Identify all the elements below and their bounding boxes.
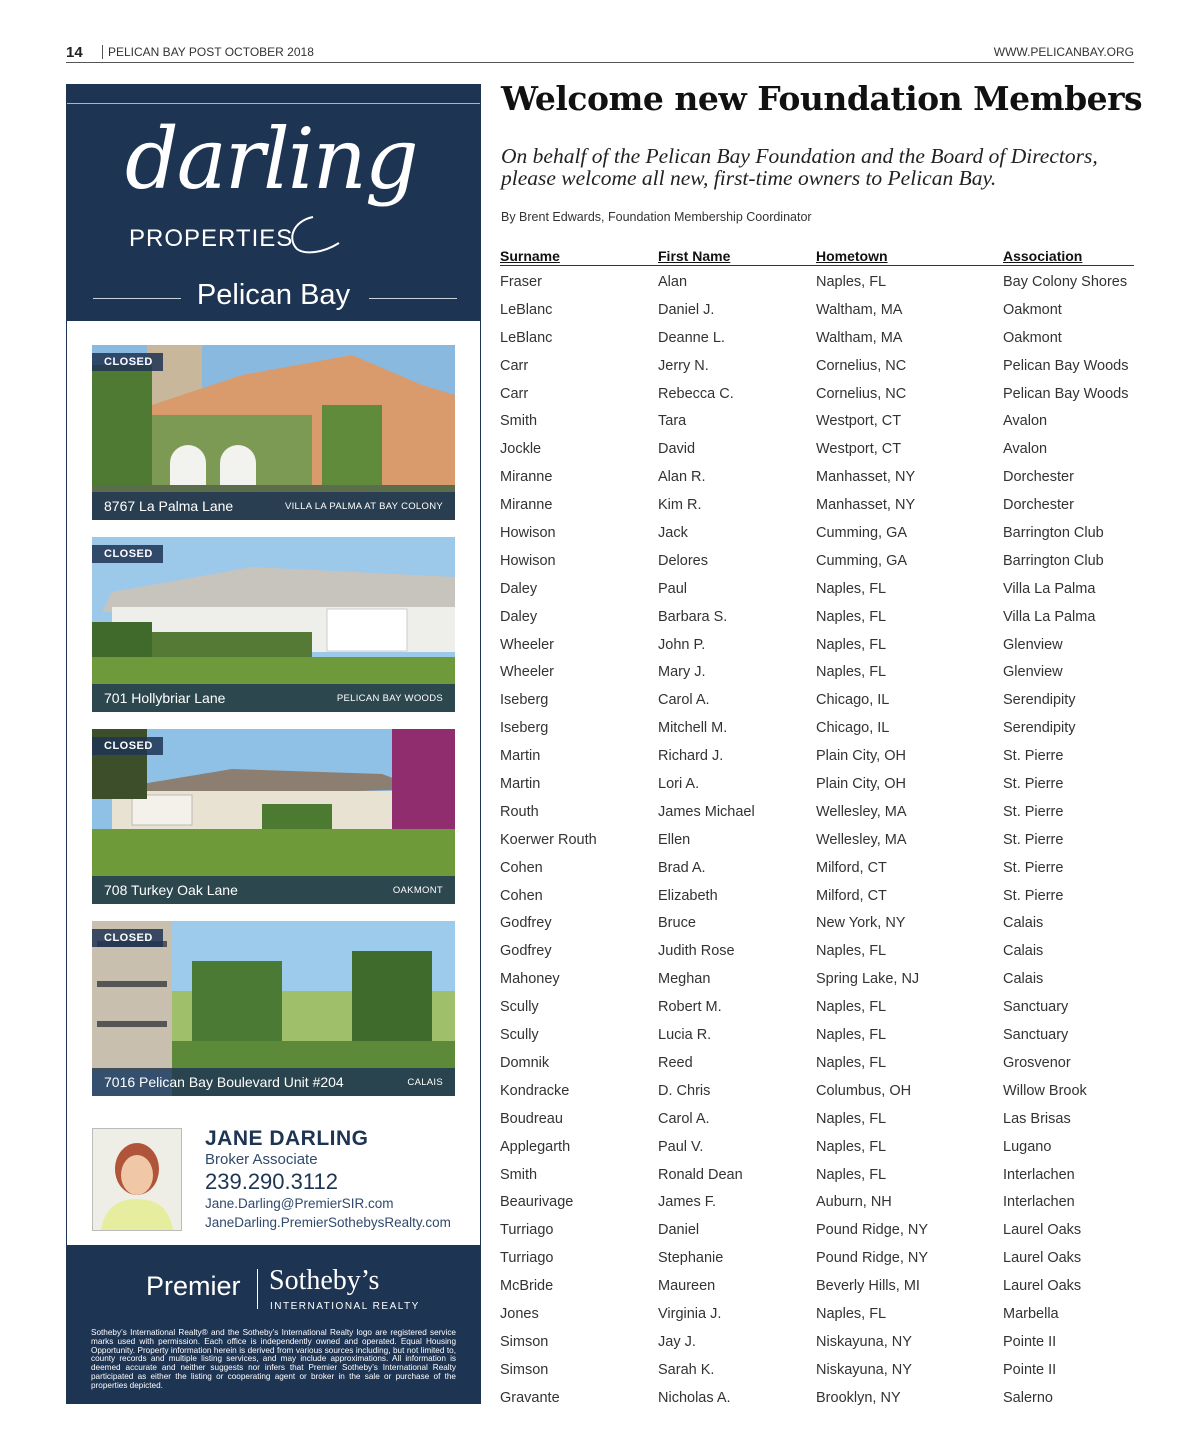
listing-community: VILLA LA PALMA AT BAY COLONY (284, 501, 443, 512)
first-name-cell: Judith Rose (658, 943, 735, 960)
surname-cell: LeBlanc (500, 301, 553, 318)
agent-title: Broker Associate (205, 1151, 318, 1168)
first-name-cell: Elizabeth (658, 887, 718, 904)
first-name-cell: David (658, 441, 696, 458)
association-cell: Pointe II (1003, 1361, 1057, 1378)
first-name-cell: Rebecca C. (658, 385, 734, 402)
first-name-cell: Nicholas A. (658, 1389, 731, 1406)
publication-line: PELICAN BAY POST OCTOBER 2018 (102, 45, 314, 59)
hometown-cell: Chicago, IL (816, 692, 890, 709)
agent-email-link[interactable]: Jane.Darling@PremierSIR.com (205, 1196, 394, 1211)
listing-card[interactable] (92, 345, 455, 520)
table-row (500, 461, 1134, 489)
listing-caption (92, 876, 455, 904)
hometown-cell: Wellesley, MA (816, 803, 907, 820)
association-cell: St. Pierre (1003, 831, 1064, 848)
first-name-cell: James Michael (658, 803, 755, 820)
first-name-cell: Sarah K. (658, 1361, 715, 1378)
table-row (500, 852, 1134, 880)
association-cell: Oakmont (1003, 301, 1062, 318)
first-name-cell: Jack (658, 525, 688, 542)
surname-cell: Smith (500, 413, 538, 430)
table-row (500, 656, 1134, 684)
table-row (500, 489, 1134, 517)
first-name-cell: Robert M. (658, 999, 722, 1016)
surname-cell: Simson (500, 1361, 549, 1378)
column-header-association: Association (1003, 248, 1083, 264)
surname-cell: Boudreau (500, 1110, 563, 1127)
association-cell: Marbella (1003, 1305, 1059, 1322)
association-cell: Pelican Bay Woods (1003, 385, 1129, 402)
association-cell: Bay Colony Shores (1003, 274, 1128, 290)
surname-cell: Godfrey (500, 915, 552, 932)
surname-cell: Koerwer Routh (500, 831, 597, 848)
hometown-cell: Milford, CT (816, 859, 887, 876)
table-row (500, 1354, 1134, 1382)
listing-card[interactable] (92, 729, 455, 904)
table-row (500, 1298, 1134, 1326)
hometown-cell: Naples, FL (816, 1138, 887, 1155)
surname-cell: Godfrey (500, 943, 552, 960)
table-row (500, 1131, 1134, 1159)
association-cell: Barrington Club (1003, 525, 1104, 542)
surname-cell: Beaurivage (500, 1194, 574, 1211)
logo-flourish-icon (283, 213, 343, 257)
hometown-cell: Waltham, MA (816, 301, 903, 318)
table-row (500, 1075, 1134, 1103)
area-rule-right (369, 298, 457, 299)
hometown-cell: Cumming, GA (816, 552, 908, 569)
association-cell: Villa La Palma (1003, 608, 1096, 625)
hometown-cell: Chicago, IL (816, 720, 890, 737)
association-cell: St. Pierre (1003, 776, 1064, 793)
association-cell: Oakmont (1003, 329, 1062, 346)
association-cell: Grosvenor (1003, 1054, 1071, 1071)
brand-intl-realty: INTERNATIONAL REALTY (270, 1301, 420, 1312)
hometown-cell: Pound Ridge, NY (816, 1250, 929, 1267)
association-cell: Calais (1003, 943, 1044, 960)
realtor-advertisement (66, 84, 481, 1404)
table-row (500, 712, 1134, 740)
table-row (500, 740, 1134, 768)
first-name-cell: Alan R. (658, 469, 706, 486)
first-name-cell: Bruce (658, 915, 696, 932)
hometown-cell: Wellesley, MA (816, 831, 907, 848)
surname-cell: Fraser (500, 274, 542, 290)
column-header-hometown: Hometown (816, 248, 888, 264)
hometown-cell: Naples, FL (816, 1110, 887, 1127)
hometown-cell: Westport, CT (816, 413, 902, 430)
listing-address: 708 Turkey Oak Lane (104, 882, 238, 898)
association-cell: Villa La Palma (1003, 580, 1096, 597)
surname-cell: Cohen (500, 887, 543, 904)
agent-portrait (92, 1128, 182, 1231)
first-name-cell: James F. (658, 1194, 717, 1211)
surname-cell: Iseberg (500, 720, 549, 737)
first-name-cell: Daniel (658, 1222, 700, 1239)
first-name-cell: Stephanie (658, 1250, 724, 1267)
table-row (500, 991, 1134, 1019)
table-row (500, 1103, 1134, 1131)
legal-disclaimer: Sotheby’s International Realty® and the Sotheby’s International Realty logo are registered service marks used with permission. Each office is independently owned and operated. Equal Housing Opportunity. Property information herein is derived from various sources including, but not limited to, county records and multiple listing services, and may include approximations. All information is deemed accurate and neither suggests nor infers that Premier Sotheby’s International Realty participated as either the listing or cooperating agent or broker in the sale or purchase of the properties depicted. (91, 1328, 456, 1390)
hometown-cell: Waltham, MA (816, 329, 903, 346)
association-cell: Calais (1003, 915, 1044, 932)
association-cell: Laurel Oaks (1003, 1222, 1082, 1239)
association-cell: Sanctuary (1003, 1027, 1069, 1044)
hometown-cell: Plain City, OH (816, 748, 906, 765)
association-cell: St. Pierre (1003, 748, 1064, 765)
article-byline: By Brent Edwards, Foundation Membership Coordinator (501, 210, 812, 224)
first-name-cell: Reed (658, 1054, 693, 1071)
association-cell: Laurel Oaks (1003, 1278, 1082, 1295)
association-cell: Interlachen (1003, 1166, 1075, 1183)
surname-cell: Carr (500, 357, 529, 374)
table-row (500, 405, 1134, 433)
brand-sothebys-logo: Sotheby’s (269, 1265, 380, 1296)
first-name-cell: Daniel J. (658, 301, 715, 318)
first-name-cell: Kim R. (658, 497, 702, 514)
surname-cell: Scully (500, 1027, 539, 1044)
first-name-cell: Ellen (658, 831, 691, 848)
association-cell: St. Pierre (1003, 859, 1064, 876)
closed-badge: CLOSED (92, 545, 163, 563)
area-name: Pelican Bay (196, 279, 351, 311)
surname-cell: Wheeler (500, 664, 554, 681)
hometown-cell: Cornelius, NC (816, 357, 907, 374)
listing-caption (92, 1068, 455, 1096)
association-cell: Sanctuary (1003, 999, 1069, 1016)
table-row (500, 322, 1134, 350)
surname-cell: Gravante (500, 1389, 560, 1406)
table-row (500, 1186, 1134, 1214)
first-name-cell: Lucia R. (658, 1027, 712, 1044)
first-name-cell: Barbara S. (658, 608, 728, 625)
listing-address: 8767 La Palma Lane (104, 498, 234, 514)
hometown-cell: Columbus, OH (816, 1082, 912, 1099)
hometown-cell: Naples, FL (816, 608, 887, 625)
table-row (500, 601, 1134, 629)
hometown-cell: Pound Ridge, NY (816, 1222, 929, 1239)
agent-website-link[interactable]: JaneDarling.PremierSothebysRealty.com (205, 1215, 451, 1230)
article-title: Welcome new Foundation Members (501, 79, 1143, 118)
table-row (500, 294, 1134, 322)
surname-cell: Martin (500, 748, 541, 765)
first-name-cell: Tara (658, 413, 687, 430)
listing-community: PELICAN BAY WOODS (336, 693, 443, 704)
page-header (66, 44, 1134, 63)
brokerage-footer (67, 1245, 480, 1403)
brand-divider (257, 1269, 258, 1309)
table-row (500, 629, 1134, 657)
table-row (500, 517, 1134, 545)
surname-cell: Smith (500, 1166, 538, 1183)
table-body (500, 266, 1134, 1410)
website-link[interactable]: WWW.PELICANBAY.ORG (993, 45, 1134, 59)
table-row (500, 266, 1134, 294)
hometown-cell: Naples, FL (816, 1305, 887, 1322)
association-cell: Lugano (1003, 1138, 1052, 1155)
first-name-cell: Carol A. (658, 1110, 710, 1127)
hometown-cell: Auburn, NH (816, 1194, 892, 1211)
table-row (500, 1159, 1134, 1187)
listing-address: 7016 Pelican Bay Boulevard Unit #204 (104, 1074, 344, 1090)
agent-name: JANE DARLING (205, 1127, 369, 1150)
hometown-cell: Naples, FL (816, 999, 887, 1016)
association-cell: Las Brisas (1003, 1110, 1071, 1127)
table-row (500, 573, 1134, 601)
surname-cell: Daley (500, 580, 538, 597)
closed-badge: CLOSED (92, 929, 163, 947)
table-row (500, 1270, 1134, 1298)
surname-cell: Howison (500, 552, 556, 569)
surname-cell: Simson (500, 1333, 549, 1350)
hometown-cell: Naples, FL (816, 274, 887, 290)
association-cell: Dorchester (1003, 469, 1074, 486)
surname-cell: Routh (500, 803, 539, 820)
hometown-cell: Cumming, GA (816, 525, 908, 542)
hometown-cell: Spring Lake, NJ (816, 971, 920, 988)
listing-card[interactable] (92, 537, 455, 712)
table-row (500, 907, 1134, 935)
first-name-cell: Paul (658, 580, 688, 597)
first-name-cell: Maureen (658, 1278, 716, 1295)
table-row (500, 1382, 1134, 1410)
hometown-cell: Manhasset, NY (816, 469, 916, 486)
listing-caption (92, 684, 455, 712)
hometown-cell: Niskayuna, NY (816, 1333, 912, 1350)
first-name-cell: Paul V. (658, 1138, 704, 1155)
table-row (500, 1214, 1134, 1242)
association-cell: St. Pierre (1003, 887, 1064, 904)
first-name-cell: Brad A. (658, 859, 706, 876)
darling-logo-script: darling (125, 110, 417, 208)
ad-top-rule (67, 103, 480, 104)
column-header-surname: Surname (500, 248, 560, 264)
first-name-cell: Delores (658, 552, 708, 569)
first-name-cell: Jay J. (658, 1333, 696, 1350)
table-row (500, 935, 1134, 963)
surname-cell: Wheeler (500, 636, 554, 653)
hometown-cell: Brooklyn, NY (816, 1389, 901, 1406)
surname-cell: Daley (500, 608, 538, 625)
table-row (500, 378, 1134, 406)
listing-card[interactable] (92, 921, 455, 1096)
association-cell: Salerno (1003, 1389, 1053, 1406)
listing-community: OAKMONT (392, 885, 443, 896)
surname-cell: Turriago (500, 1250, 554, 1267)
association-cell: Serendipity (1003, 692, 1076, 709)
hometown-cell: Naples, FL (816, 1166, 887, 1183)
surname-cell: Iseberg (500, 692, 549, 709)
closed-badge: CLOSED (92, 353, 163, 371)
hometown-cell: Naples, FL (816, 664, 887, 681)
association-cell: Pointe II (1003, 1333, 1057, 1350)
first-name-cell: D. Chris (658, 1082, 711, 1099)
table-row (500, 1047, 1134, 1075)
hometown-cell: Naples, FL (816, 943, 887, 960)
hometown-cell: New York, NY (816, 915, 906, 932)
first-name-cell: Carol A. (658, 692, 710, 709)
table-row (500, 1019, 1134, 1047)
properties-logo-text: PROPERTIES (129, 225, 294, 252)
table-row (500, 880, 1134, 908)
surname-cell: Martin (500, 776, 541, 793)
table-row (500, 433, 1134, 461)
surname-cell: Jones (500, 1305, 539, 1322)
association-cell: Laurel Oaks (1003, 1250, 1082, 1267)
table-row (500, 963, 1134, 991)
surname-cell: Miranne (500, 497, 553, 514)
first-name-cell: Alan (658, 274, 688, 290)
association-cell: Dorchester (1003, 497, 1074, 514)
article-dek: On behalf of the Pelican Bay Foundation and the Board of Directors, please welcome all new, first-time owners to Pelican Bay. (501, 144, 1098, 190)
first-name-cell: Richard J. (658, 748, 724, 765)
association-cell: Pelican Bay Woods (1003, 357, 1129, 374)
surname-cell: LeBlanc (500, 329, 553, 346)
table-row (500, 684, 1134, 712)
surname-cell: Carr (500, 385, 529, 402)
hometown-cell: Naples, FL (816, 636, 887, 653)
surname-cell: Applegarth (500, 1138, 571, 1155)
hometown-cell: Beverly Hills, MI (816, 1278, 920, 1295)
first-name-cell: Lori A. (658, 776, 700, 793)
association-cell: Avalon (1003, 441, 1048, 458)
surname-cell: Turriago (500, 1222, 554, 1239)
association-cell: Glenview (1003, 636, 1063, 653)
hometown-cell: Naples, FL (816, 1054, 887, 1071)
page-number: 14 (66, 44, 83, 61)
surname-cell: Cohen (500, 859, 543, 876)
column-header-first-name: First Name (658, 248, 731, 264)
first-name-cell: John P. (658, 636, 706, 653)
surname-cell: Jockle (500, 441, 542, 458)
hometown-cell: Milford, CT (816, 887, 887, 904)
association-cell: Willow Brook (1003, 1082, 1087, 1099)
table-row (500, 545, 1134, 573)
surname-cell: Kondracke (500, 1082, 570, 1099)
hometown-cell: Naples, FL (816, 1027, 887, 1044)
closed-badge: CLOSED (92, 737, 163, 755)
association-cell: Serendipity (1003, 720, 1076, 737)
first-name-cell: Ronald Dean (658, 1166, 743, 1183)
table-row (500, 768, 1134, 796)
association-cell: Interlachen (1003, 1194, 1075, 1211)
first-name-cell: Meghan (658, 971, 711, 988)
hometown-cell: Cornelius, NC (816, 385, 907, 402)
hometown-cell: Plain City, OH (816, 776, 906, 793)
surname-cell: Scully (500, 999, 539, 1016)
surname-cell: Miranne (500, 469, 553, 486)
surname-cell: Domnik (500, 1054, 550, 1071)
surname-cell: McBride (500, 1278, 554, 1295)
table-row (500, 1326, 1134, 1354)
association-cell: Glenview (1003, 664, 1063, 681)
first-name-cell: Mitchell M. (658, 720, 728, 737)
listing-address: 701 Hollybriar Lane (104, 690, 226, 706)
association-cell: Calais (1003, 971, 1044, 988)
listing-caption (92, 492, 455, 520)
brand-premier: Premier (146, 1271, 241, 1301)
first-name-cell: Jerry N. (658, 357, 709, 374)
association-cell: St. Pierre (1003, 803, 1064, 820)
listing-community: CALAIS (407, 1077, 443, 1088)
table-header (500, 248, 1134, 266)
surname-cell: Mahoney (500, 971, 560, 988)
hometown-cell: Niskayuna, NY (816, 1361, 912, 1378)
first-name-cell: Deanne L. (658, 329, 725, 346)
ad-brand-header (67, 85, 480, 321)
agent-phone[interactable]: 239.290.3112 (205, 1169, 338, 1194)
hometown-cell: Naples, FL (816, 580, 887, 597)
hometown-cell: Westport, CT (816, 441, 902, 458)
association-cell: Barrington Club (1003, 552, 1104, 569)
members-table (500, 248, 1134, 1410)
surname-cell: Howison (500, 525, 556, 542)
hometown-cell: Manhasset, NY (816, 497, 916, 514)
table-row (500, 1242, 1134, 1270)
association-cell: Avalon (1003, 413, 1048, 430)
table-row (500, 824, 1134, 852)
first-name-cell: Virginia J. (658, 1305, 722, 1322)
table-row (500, 350, 1134, 378)
table-row (500, 796, 1134, 824)
first-name-cell: Mary J. (658, 664, 706, 681)
